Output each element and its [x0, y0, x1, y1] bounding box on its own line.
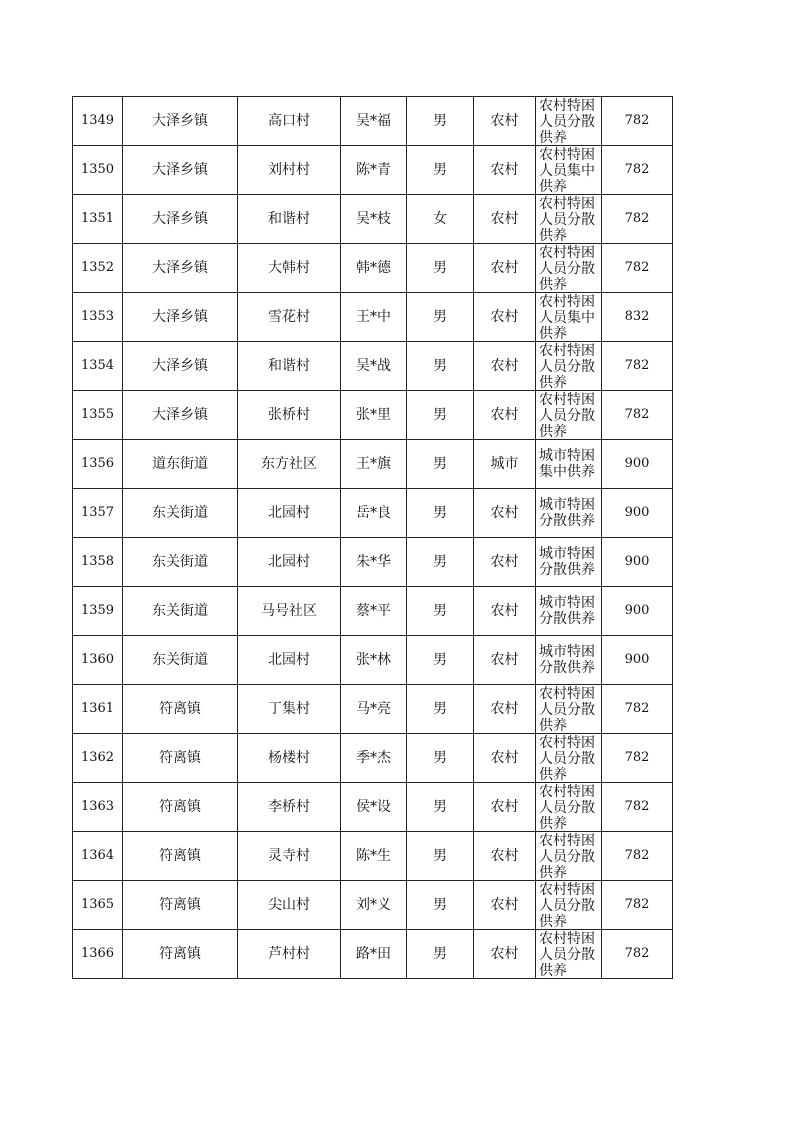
cell-village: 北园村 — [238, 538, 341, 587]
cell-town: 大泽乡镇 — [123, 342, 238, 391]
cell-town: 东关街道 — [123, 538, 238, 587]
cell-gender: 男 — [407, 930, 474, 979]
cell-gender: 男 — [407, 685, 474, 734]
table-body — [73, 97, 673, 979]
cell-person-name: 季*杰 — [341, 734, 407, 783]
cell-support-type — [536, 195, 602, 244]
cell-amount: 900 — [602, 538, 673, 587]
cell-area-type: 农村 — [474, 734, 536, 783]
table-row — [73, 97, 673, 146]
cell-area-type: 农村 — [474, 538, 536, 587]
table-row — [73, 293, 673, 342]
support-type-text: 城市特困分散供养 — [539, 644, 595, 676]
cell-area-type: 农村 — [474, 244, 536, 293]
table-row — [73, 930, 673, 979]
cell-town: 符离镇 — [123, 832, 238, 881]
support-type-text: 农村特困人员分散供养 — [539, 833, 595, 880]
cell-support-type — [536, 734, 602, 783]
cell-gender: 男 — [407, 342, 474, 391]
cell-gender: 男 — [407, 636, 474, 685]
cell-town: 大泽乡镇 — [123, 97, 238, 146]
cell-amount: 782 — [602, 97, 673, 146]
support-type-text: 农村特困人员分散供养 — [539, 686, 595, 733]
cell-town: 道东街道 — [123, 440, 238, 489]
cell-gender: 男 — [407, 489, 474, 538]
cell-town: 东关街道 — [123, 636, 238, 685]
cell-serial-number: 1353 — [73, 293, 123, 342]
table-row — [73, 146, 673, 195]
cell-support-type — [536, 881, 602, 930]
cell-person-name: 韩*德 — [341, 244, 407, 293]
cell-gender: 男 — [407, 587, 474, 636]
cell-gender: 男 — [407, 538, 474, 587]
table-row — [73, 685, 673, 734]
cell-town: 符离镇 — [123, 734, 238, 783]
cell-gender: 男 — [407, 734, 474, 783]
cell-town: 大泽乡镇 — [123, 146, 238, 195]
cell-town: 符离镇 — [123, 930, 238, 979]
cell-person-name: 陈*生 — [341, 832, 407, 881]
cell-support-type — [536, 97, 602, 146]
cell-amount: 782 — [602, 734, 673, 783]
cell-support-type — [536, 930, 602, 979]
cell-amount: 900 — [602, 636, 673, 685]
assistance-table — [72, 96, 673, 979]
cell-support-type — [536, 832, 602, 881]
cell-village: 灵寺村 — [238, 832, 341, 881]
cell-support-type — [536, 489, 602, 538]
cell-support-type — [536, 391, 602, 440]
table-row — [73, 391, 673, 440]
cell-village: 张桥村 — [238, 391, 341, 440]
cell-village: 杨楼村 — [238, 734, 341, 783]
cell-support-type — [536, 783, 602, 832]
cell-serial-number: 1365 — [73, 881, 123, 930]
cell-gender: 男 — [407, 440, 474, 489]
cell-area-type: 农村 — [474, 930, 536, 979]
support-type-text: 城市特困集中供养 — [539, 448, 595, 480]
support-type-text: 农村特困人员分散供养 — [539, 882, 595, 929]
table-row — [73, 734, 673, 783]
cell-support-type — [536, 636, 602, 685]
support-type-text: 农村特困人员分散供养 — [539, 196, 595, 243]
cell-serial-number: 1355 — [73, 391, 123, 440]
cell-support-type — [536, 440, 602, 489]
support-type-text: 城市特困分散供养 — [539, 546, 595, 578]
cell-serial-number: 1360 — [73, 636, 123, 685]
cell-area-type: 农村 — [474, 391, 536, 440]
cell-town: 大泽乡镇 — [123, 244, 238, 293]
cell-support-type — [536, 293, 602, 342]
support-type-text: 农村特困人员分散供养 — [539, 98, 595, 145]
cell-gender: 男 — [407, 97, 474, 146]
cell-gender: 男 — [407, 881, 474, 930]
cell-village: 马号社区 — [238, 587, 341, 636]
table-row — [73, 881, 673, 930]
cell-gender: 男 — [407, 391, 474, 440]
cell-village: 丁集村 — [238, 685, 341, 734]
table-row — [73, 440, 673, 489]
cell-serial-number: 1364 — [73, 832, 123, 881]
cell-amount: 782 — [602, 244, 673, 293]
cell-village: 和谐村 — [238, 195, 341, 244]
cell-area-type: 农村 — [474, 881, 536, 930]
cell-town: 符离镇 — [123, 783, 238, 832]
cell-area-type: 农村 — [474, 489, 536, 538]
cell-gender: 男 — [407, 244, 474, 293]
cell-village: 大韩村 — [238, 244, 341, 293]
cell-gender: 男 — [407, 293, 474, 342]
cell-person-name: 张*里 — [341, 391, 407, 440]
cell-amount: 782 — [602, 342, 673, 391]
cell-amount: 782 — [602, 783, 673, 832]
cell-serial-number: 1366 — [73, 930, 123, 979]
cell-amount: 782 — [602, 146, 673, 195]
cell-serial-number: 1361 — [73, 685, 123, 734]
support-type-text: 农村特困人员集中供养 — [539, 294, 595, 341]
cell-village: 芦村村 — [238, 930, 341, 979]
cell-person-name: 陈*青 — [341, 146, 407, 195]
cell-town: 大泽乡镇 — [123, 391, 238, 440]
cell-town: 东关街道 — [123, 489, 238, 538]
cell-amount: 900 — [602, 489, 673, 538]
table-row — [73, 587, 673, 636]
cell-village: 北园村 — [238, 636, 341, 685]
cell-village: 北园村 — [238, 489, 341, 538]
support-type-text: 农村特困人员分散供养 — [539, 245, 595, 292]
cell-person-name: 王*旗 — [341, 440, 407, 489]
cell-village: 刘村村 — [238, 146, 341, 195]
cell-amount: 782 — [602, 881, 673, 930]
cell-person-name: 朱*华 — [341, 538, 407, 587]
cell-amount: 782 — [602, 930, 673, 979]
cell-serial-number: 1359 — [73, 587, 123, 636]
cell-amount: 782 — [602, 195, 673, 244]
cell-village: 和谐村 — [238, 342, 341, 391]
table-row — [73, 489, 673, 538]
support-type-text: 城市特困分散供养 — [539, 497, 595, 529]
cell-support-type — [536, 538, 602, 587]
cell-village: 雪花村 — [238, 293, 341, 342]
cell-support-type — [536, 685, 602, 734]
cell-town: 符离镇 — [123, 685, 238, 734]
cell-support-type — [536, 146, 602, 195]
cell-serial-number: 1358 — [73, 538, 123, 587]
cell-amount: 782 — [602, 832, 673, 881]
cell-serial-number: 1362 — [73, 734, 123, 783]
table-row — [73, 783, 673, 832]
cell-area-type: 农村 — [474, 97, 536, 146]
cell-area-type: 农村 — [474, 342, 536, 391]
cell-area-type: 农村 — [474, 587, 536, 636]
cell-serial-number: 1351 — [73, 195, 123, 244]
cell-support-type — [536, 244, 602, 293]
cell-support-type — [536, 342, 602, 391]
cell-area-type: 农村 — [474, 636, 536, 685]
cell-serial-number: 1354 — [73, 342, 123, 391]
cell-village: 东方社区 — [238, 440, 341, 489]
cell-area-type: 农村 — [474, 685, 536, 734]
cell-area-type: 农村 — [474, 293, 536, 342]
cell-area-type: 农村 — [474, 783, 536, 832]
cell-gender: 男 — [407, 832, 474, 881]
cell-area-type: 城市 — [474, 440, 536, 489]
cell-person-name: 张*林 — [341, 636, 407, 685]
cell-serial-number: 1349 — [73, 97, 123, 146]
support-type-text: 农村特困人员分散供养 — [539, 735, 595, 782]
cell-town: 东关街道 — [123, 587, 238, 636]
cell-village: 李桥村 — [238, 783, 341, 832]
cell-area-type: 农村 — [474, 832, 536, 881]
support-type-text: 城市特困分散供养 — [539, 595, 595, 627]
cell-gender: 男 — [407, 146, 474, 195]
cell-serial-number: 1352 — [73, 244, 123, 293]
table-row — [73, 538, 673, 587]
cell-person-name: 刘*义 — [341, 881, 407, 930]
cell-village: 尖山村 — [238, 881, 341, 930]
cell-gender: 女 — [407, 195, 474, 244]
support-type-text: 农村特困人员分散供养 — [539, 343, 595, 390]
cell-person-name: 蔡*平 — [341, 587, 407, 636]
cell-person-name: 吴*战 — [341, 342, 407, 391]
cell-person-name: 马*亮 — [341, 685, 407, 734]
cell-area-type: 农村 — [474, 195, 536, 244]
cell-person-name: 路*田 — [341, 930, 407, 979]
cell-person-name: 岳*良 — [341, 489, 407, 538]
cell-area-type: 农村 — [474, 146, 536, 195]
cell-town: 符离镇 — [123, 881, 238, 930]
table-row — [73, 342, 673, 391]
cell-person-name: 吴*福 — [341, 97, 407, 146]
cell-person-name: 王*中 — [341, 293, 407, 342]
cell-town: 大泽乡镇 — [123, 195, 238, 244]
cell-serial-number: 1363 — [73, 783, 123, 832]
cell-support-type — [536, 587, 602, 636]
cell-serial-number: 1357 — [73, 489, 123, 538]
table-row — [73, 832, 673, 881]
cell-serial-number: 1350 — [73, 146, 123, 195]
support-type-text: 农村特困人员分散供养 — [539, 784, 595, 831]
table-row — [73, 195, 673, 244]
cell-amount: 832 — [602, 293, 673, 342]
cell-person-name: 吴*枝 — [341, 195, 407, 244]
cell-amount: 782 — [602, 685, 673, 734]
support-type-text: 农村特困人员分散供养 — [539, 392, 595, 439]
cell-amount: 900 — [602, 587, 673, 636]
cell-town: 大泽乡镇 — [123, 293, 238, 342]
table-row — [73, 636, 673, 685]
cell-amount: 900 — [602, 440, 673, 489]
support-type-text: 农村特困人员集中供养 — [539, 147, 595, 194]
cell-amount: 782 — [602, 391, 673, 440]
cell-person-name: 侯*设 — [341, 783, 407, 832]
cell-gender: 男 — [407, 783, 474, 832]
cell-serial-number: 1356 — [73, 440, 123, 489]
cell-village: 高口村 — [238, 97, 341, 146]
support-type-text: 农村特困人员分散供养 — [539, 931, 595, 978]
table-row — [73, 244, 673, 293]
